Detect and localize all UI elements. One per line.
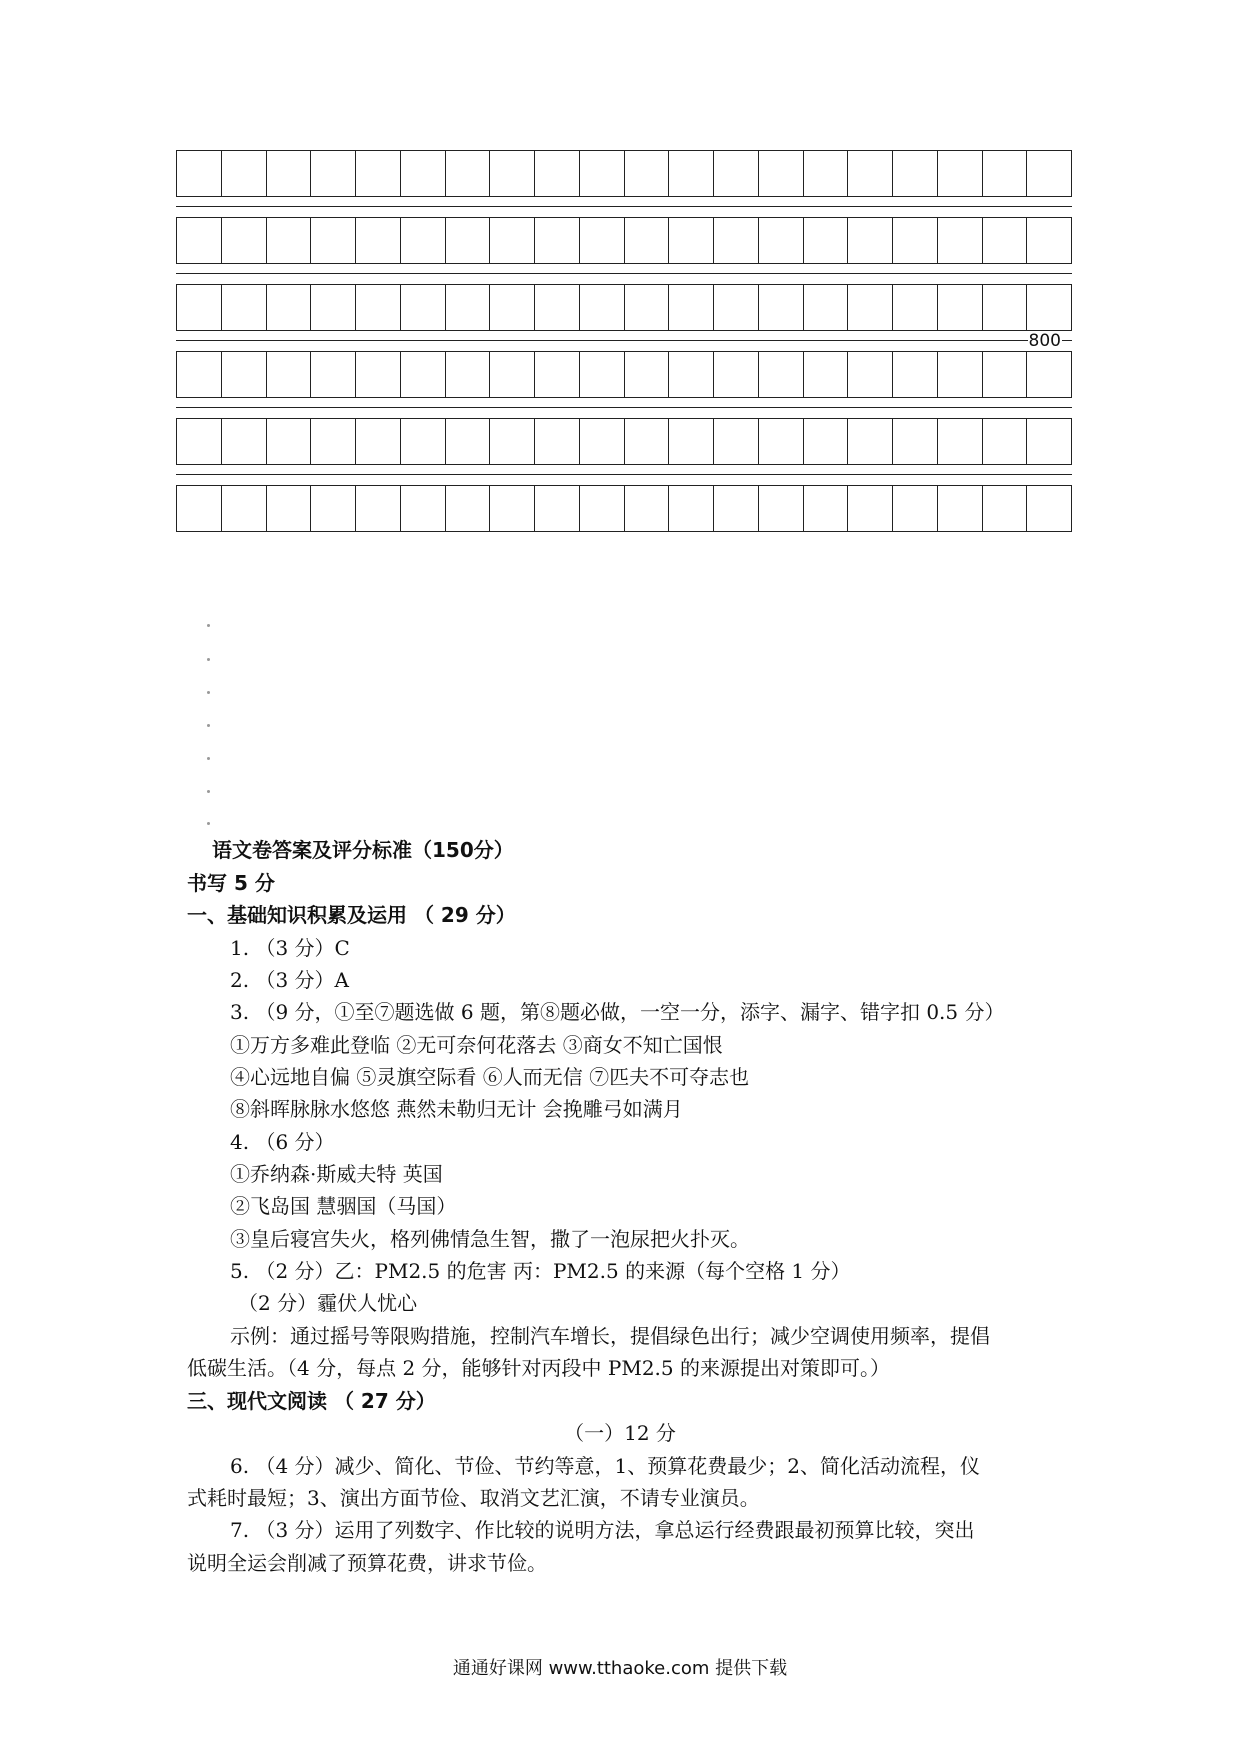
grid-cell [1027, 151, 1071, 196]
grid-cell [267, 486, 312, 531]
grid-cell [446, 218, 491, 263]
grid-cell [177, 218, 222, 263]
grid-cell [401, 352, 446, 397]
answer-title: 语文卷答案及评分标准（150分） [212, 838, 514, 862]
grid-cell [401, 486, 446, 531]
grid-cell [893, 419, 938, 464]
grid-row [176, 150, 1072, 197]
grid-cell [938, 352, 983, 397]
grid-cell [356, 151, 401, 196]
grid-cell [177, 151, 222, 196]
grid-cell [848, 285, 893, 330]
grid-cell [356, 218, 401, 263]
grid-cell [267, 419, 312, 464]
answer-q4-line3: ③皇后寝宫失火，格列佛情急生智，撒了一泡尿把火扑灭。 [230, 1227, 750, 1251]
grid-cell [759, 218, 804, 263]
grid-cell [311, 419, 356, 464]
grid-cell [938, 285, 983, 330]
grid-cell [848, 486, 893, 531]
grid-cell [356, 352, 401, 397]
grid-cell [535, 151, 580, 196]
grid-cell [759, 419, 804, 464]
grid-cell [938, 218, 983, 263]
dot-mark [207, 822, 210, 825]
grid-cell [311, 486, 356, 531]
grid-cell [669, 218, 714, 263]
grid-cell [535, 352, 580, 397]
grid-cell [177, 352, 222, 397]
grid-cell [177, 419, 222, 464]
grid-cell [267, 151, 312, 196]
grid-cell [669, 486, 714, 531]
answer-q4-line1: ①乔纳森·斯威夫特 英国 [230, 1162, 443, 1186]
grid-cell [311, 218, 356, 263]
answer-q7-line2: 说明全运会削减了预算花费，讲求节俭。 [187, 1551, 547, 1575]
grid-cell [401, 151, 446, 196]
grid-cell [848, 151, 893, 196]
dot-mark [207, 790, 210, 793]
answer-q6: 6. （4 分）减少、简化、节俭、节约等意，1、预算花费最少；2、简化活动流程，仪 [230, 1454, 980, 1478]
answer-q2: 2. （3 分）A [230, 968, 349, 992]
grid-cell [938, 419, 983, 464]
grid-cell [267, 218, 312, 263]
grid-cell [669, 352, 714, 397]
answer-q6-line2: 式耗时最短；3、演出方面节俭、取消文艺汇演，不请专业演员。 [187, 1486, 760, 1510]
grid-cell [356, 419, 401, 464]
grid-cell [804, 486, 849, 531]
grid-cell [714, 218, 759, 263]
grid-cell [222, 486, 267, 531]
grid-cell [1027, 285, 1071, 330]
grid-cell [267, 285, 312, 330]
answer-q3-line3: ⑧斜晖脉脉水悠悠 燕然未勒归无计 会挽雕弓如满月 [230, 1097, 683, 1121]
grid-cell [625, 352, 670, 397]
grid-cell [759, 151, 804, 196]
grid-row [176, 284, 1072, 331]
grid-cell [893, 151, 938, 196]
grid-cell [759, 352, 804, 397]
grid-cell [177, 285, 222, 330]
grid-cell [222, 352, 267, 397]
grid-gap [176, 331, 1072, 351]
grid-cell [356, 486, 401, 531]
grid-cell [311, 285, 356, 330]
answer-q5: 5. （2 分）乙：PM2.5 的危害 丙：PM2.5 的来源（每个空格 1 分） [230, 1259, 851, 1283]
grid-cell [311, 151, 356, 196]
grid-cell [714, 352, 759, 397]
grid-cell [625, 151, 670, 196]
grid-cell [446, 151, 491, 196]
grid-cell [222, 285, 267, 330]
grid-cell [535, 486, 580, 531]
grid-cell [580, 285, 625, 330]
grid-cell [535, 218, 580, 263]
grid-cell [893, 285, 938, 330]
grid-cell [669, 151, 714, 196]
grid-cell [580, 151, 625, 196]
grid-cell [490, 419, 535, 464]
footer-source: 通通好课网 www.tthaoke.com 提供下载 [452, 1658, 788, 1679]
part-1-heading: （一）12 分 [564, 1421, 676, 1445]
dot-mark [207, 757, 210, 760]
dot-mark [207, 658, 210, 661]
grid-cell [848, 419, 893, 464]
grid-cell [222, 419, 267, 464]
grid-gap [176, 398, 1072, 418]
grid-cell [625, 285, 670, 330]
grid-cell [893, 218, 938, 263]
grid-cell [804, 218, 849, 263]
grid-cell [311, 352, 356, 397]
grid-cell [669, 419, 714, 464]
answer-q1: 1. （3 分）C [230, 936, 350, 960]
grid-cell [490, 151, 535, 196]
grid-cell [938, 486, 983, 531]
answer-q3: 3. （9 分，①至⑦题选做 6 题，第⑧题必做，一空一分，添字、漏字、错字扣 0.5 分） [230, 1000, 1005, 1024]
grid-row [176, 217, 1072, 264]
grid-cell [983, 285, 1028, 330]
grid-cell [1027, 352, 1071, 397]
grid-cell [401, 285, 446, 330]
grid-cell [893, 486, 938, 531]
grid-cell [535, 285, 580, 330]
grid-cell [938, 151, 983, 196]
grid-cell [446, 352, 491, 397]
grid-cell [446, 486, 491, 531]
grid-cell [804, 419, 849, 464]
grid-cell [356, 285, 401, 330]
grid-cell [983, 218, 1028, 263]
grid-cell [222, 151, 267, 196]
grid-cell [759, 285, 804, 330]
grid-cell [804, 285, 849, 330]
grid-cell [446, 419, 491, 464]
grid-cell [983, 352, 1028, 397]
grid-cell [580, 352, 625, 397]
answer-q4: 4. （6 分） [230, 1130, 335, 1154]
grid-cell [759, 486, 804, 531]
writing-grid [176, 150, 1072, 532]
section-1-heading: 一、基础知识积累及运用 （ 29 分） [187, 903, 516, 927]
grid-cell [625, 419, 670, 464]
grid-row [176, 418, 1072, 465]
grid-cell [804, 352, 849, 397]
answer-q5-line3: 低碳生活。（4 分，每点 2 分，能够针对丙段中 PM2.5 的来源提出对策即可。） [187, 1356, 890, 1380]
grid-cell [625, 218, 670, 263]
grid-cell [446, 285, 491, 330]
dot-mark [207, 691, 210, 694]
grid-cell [580, 486, 625, 531]
section-3-heading: 三、现代文阅读 （ 27 分） [187, 1389, 436, 1413]
grid-cell [669, 285, 714, 330]
grid-cell [714, 285, 759, 330]
grid-cell [983, 419, 1028, 464]
grid-row [176, 351, 1072, 398]
grid-cell [1027, 419, 1071, 464]
grid-gap [176, 465, 1072, 485]
grid-cell [490, 486, 535, 531]
grid-row [176, 485, 1072, 532]
grid-cell [535, 419, 580, 464]
grid-cell [580, 419, 625, 464]
grid-cell [983, 486, 1028, 531]
answer-q3-line1: ①万方多难此登临 ②无可奈何花落去 ③商女不知亡国恨 [230, 1033, 723, 1057]
grid-cell [580, 218, 625, 263]
answer-q4-line2: ②飞岛国 慧骃国（马国） [230, 1194, 457, 1218]
grid-cell [714, 151, 759, 196]
grid-cell [714, 419, 759, 464]
grid-cell [490, 352, 535, 397]
grid-cell [1027, 218, 1071, 263]
grid-gap [176, 197, 1072, 217]
dot-mark [207, 724, 210, 727]
answer-q5-line2: 示例：通过摇号等限购措施，控制汽车增长，提倡绿色出行；减少空调使用频率，提倡 [230, 1324, 990, 1348]
writing-score: 书写 5 分 [187, 871, 275, 895]
grid-cell [983, 151, 1028, 196]
grid-cell [625, 486, 670, 531]
answer-q3-line2: ④心远地自偏 ⑤灵旗空际看 ⑥人而无信 ⑦匹夫不可夺志也 [230, 1065, 750, 1089]
grid-cell [714, 486, 759, 531]
grid-cell [848, 352, 893, 397]
grid-cell [893, 352, 938, 397]
grid-cell [267, 352, 312, 397]
grid-gap [176, 264, 1072, 284]
grid-cell [848, 218, 893, 263]
answer-q5-line1: （2 分）霾伏人忧心 [238, 1291, 418, 1315]
grid-cell [177, 486, 222, 531]
answer-q7: 7. （3 分）运用了列数字、作比较的说明方法，拿总运行经费跟最初预算比较，突出 [230, 1518, 975, 1542]
dot-mark [207, 624, 210, 627]
grid-cell [401, 419, 446, 464]
grid-cell [222, 218, 267, 263]
grid-cell [804, 151, 849, 196]
grid-cell [490, 218, 535, 263]
word-count-mark: 800 [1028, 331, 1061, 351]
grid-cell [1027, 486, 1071, 531]
grid-cell [490, 285, 535, 330]
grid-cell [401, 218, 446, 263]
